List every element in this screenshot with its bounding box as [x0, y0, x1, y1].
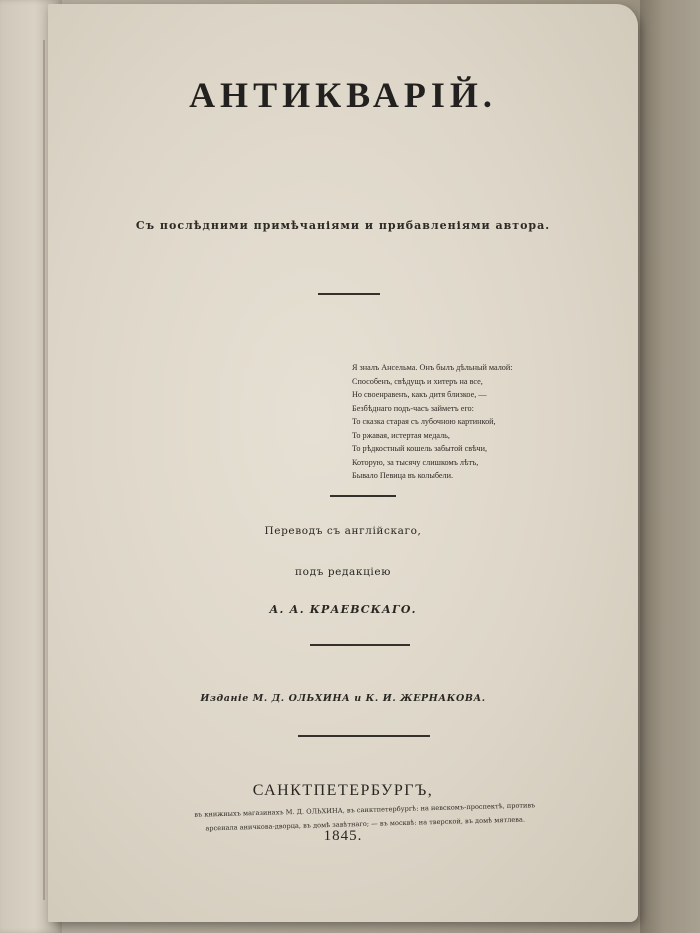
- publication-year: 1845.: [323, 828, 363, 844]
- epigraph-line: Но своенравенъ, какъ дитя близкое, —: [352, 390, 487, 399]
- divider-rule: [298, 735, 430, 737]
- editorship-note: подъ редакціею: [295, 566, 391, 578]
- imprint-line: арсенала аничкова-дворца, въ домѣ завѣтнаго; — въ москвѣ: на тверской, въ домѣ мятлева.: [205, 815, 526, 833]
- city-name: САНКТПЕТЕРБУРГЪ,: [252, 782, 434, 799]
- divider-rule: [310, 644, 410, 646]
- divider-rule: [318, 293, 380, 295]
- publishers-line: Изданіе М. Д. ОЛЬХИНА и К. И. ЖЕРНАКОВА.: [200, 693, 486, 704]
- right-background: [640, 0, 700, 933]
- epigraph-line: Бывало Певица въ колыбели.: [352, 471, 454, 480]
- divider-rule: [330, 495, 396, 497]
- spine-shadow: [43, 40, 45, 900]
- epigraph-line: Я зналъ Ансельма. Онъ былъ дѣльный малой:: [352, 363, 513, 372]
- translation-note: Переводъ съ англійскаго,: [264, 525, 422, 537]
- epigraph: [352, 361, 592, 483]
- epigraph-line: То сказка старая съ лубочною картинкой,: [352, 417, 496, 426]
- editor-name: А. А. КРАЕВСКАГО.: [269, 603, 417, 616]
- epigraph-line: Безбѣднаго подъ-часъ займетъ его:: [352, 403, 474, 413]
- epigraph-line: То рѣдкостный кошель забытой свѣчи,: [352, 444, 488, 453]
- epigraph-line: То ржавая, истертая медаль,: [352, 430, 450, 440]
- epigraph-line: Которую, за тысячу слишкомъ лѣтъ,: [352, 457, 479, 467]
- epigraph-line: Способенъ, свѣдущъ и хитеръ на все,: [352, 376, 483, 386]
- imprint-line: въ книжныхъ магазинахъ М. Д. ОЛЬХИНА, въ санктпетербургѣ: на невскомъ-проспектѣ, противъ: [194, 801, 536, 819]
- book-title: АНТИКВАРІЙ.: [189, 75, 497, 115]
- subtitle: Съ послѣдними примѣчаніями и прибавленіями автора.: [135, 219, 551, 232]
